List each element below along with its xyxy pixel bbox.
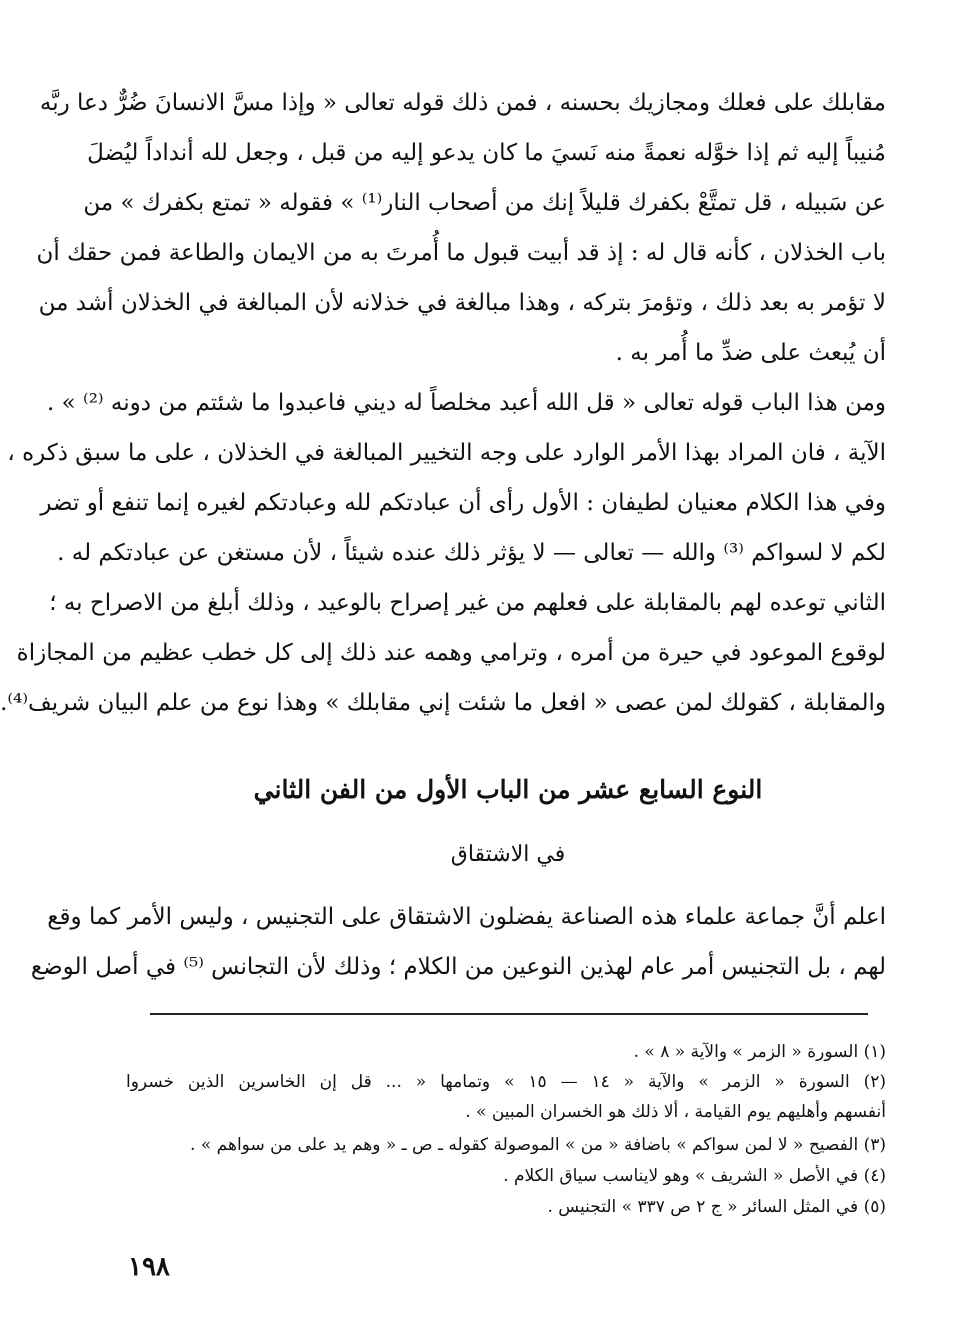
body-line: الآية ، فان المراد بهذا الأمر الوارد على وجه التخيير المبالغة في الخذلان ، على ما سبق ذكره ، (7, 440, 886, 466)
footnote: (٣) الفصيح « لا لمن سواكم » باضافة « من » الموصولة كقوله ـ ص ـ « وهم يد على من سواهم » . (190, 1135, 886, 1155)
body-line: لهم ، بل التجنيس أمر عام لهذين النوعين من الكلام ؛ وذلك لأن التجانس ⁽⁵⁾ في أصل الوضع (30, 954, 886, 980)
body-line: الثاني توعده لهم بالمقابلة على فعلهم من غير إصراح بالوعيد ، وذلك أبلغ من الاصراح به ؛ (49, 590, 886, 616)
body-line: أن يُبعث على ضدِّ ما أُمر به . (615, 340, 886, 366)
footnote: أنفسهم وأهليهم يوم القيامة ، ألا ذلك هو الخسران المبين » . (465, 1102, 886, 1122)
body-line: لوقوع الموعود في حيرة من أمره ، وترامي وهمه عند ذلك إلى كل خطب عظيم من المجازاة (16, 640, 886, 666)
section-subheading: في الاشتقاق (450, 842, 566, 867)
body-line: ومن هذا الباب قوله تعالى « قل الله أعبد مخلصاً له ديني فاعبدوا ما شئتم من دونه ⁽²⁾ » . (47, 390, 886, 416)
body-line: مُنيباً إليه ثم إذا خوَّله نعمةً منه نَسيَ ما كان يدعو إليه من قبل ، وجعل لله أنداداً ليُضلَ (87, 140, 886, 166)
body-line: عن سَبيله ، قل تمتَّعْ بكفرك قليلاً إنك من أصحاب النار⁽¹⁾ » فقوله « تمتع بكفرك » من (83, 190, 886, 216)
section-heading: النوع السابع عشر من الباب الأول من الفن الثاني (253, 775, 763, 804)
footnote-separator (150, 1013, 868, 1015)
footnote: (٤) في الأصل « الشريف » وهو لايناسب سياق الكلام . (503, 1166, 886, 1186)
body-line: باب الخذلان ، كأنه قال له : إذ قد أبيت قبول ما أُمرتَ به من الايمان والطاعة فمن حقك أن (36, 240, 886, 266)
body-line: لكم لا لسواكم ⁽³⁾ والله — تعالى — لا يؤثر ذلك عنده شيئاً ، لأن مستغن عن عبادتكم له . (57, 540, 886, 566)
body-line: والمقابلة ، كقولك لمن عصى « افعل ما شئت إني مقابلك » وهذا نوع من علم البيان شريف⁽⁴⁾. (0, 690, 886, 716)
footnote: (٢) السورة « الزمر » والآية « ١٤ — ١٥ » وتمامها « ... قل إن الخاسرين الذين خسروا (126, 1072, 887, 1092)
body-line: لا تؤمر به بعد ذلك ، وتؤمرَ بتركه ، وهذا مبالغة في خذلانه لأن المبالغة في الخذلان أشد من (38, 290, 886, 316)
footnote: (١) السورة « الزمر » والآية « ٨ » . (633, 1042, 886, 1062)
body-line: مقابلك على فعلك ومجازيك بحسنه ، فمن ذلك قوله تعالى « وإذا مسَّ الانسانَ ضُرٌّ دعا ربَّه (39, 90, 886, 116)
body-line: وفي هذا الكلام معنيان لطيفان : الأول رأى أن عبادتكم لله وعبادتكم لغيره إنما تنفع أو تضر (40, 490, 886, 516)
body-line: اعلم أنَّ جماعة علماء هذه الصناعة يفضلون الاشتقاق على التجنيس ، وليس الأمر كما وقع (47, 904, 886, 930)
page-number: ١٩٨ (128, 1252, 170, 1282)
footnote: (٥) في المثل السائر « ج ٢ ص ٣٣٧ » التجنيس . (547, 1197, 886, 1217)
